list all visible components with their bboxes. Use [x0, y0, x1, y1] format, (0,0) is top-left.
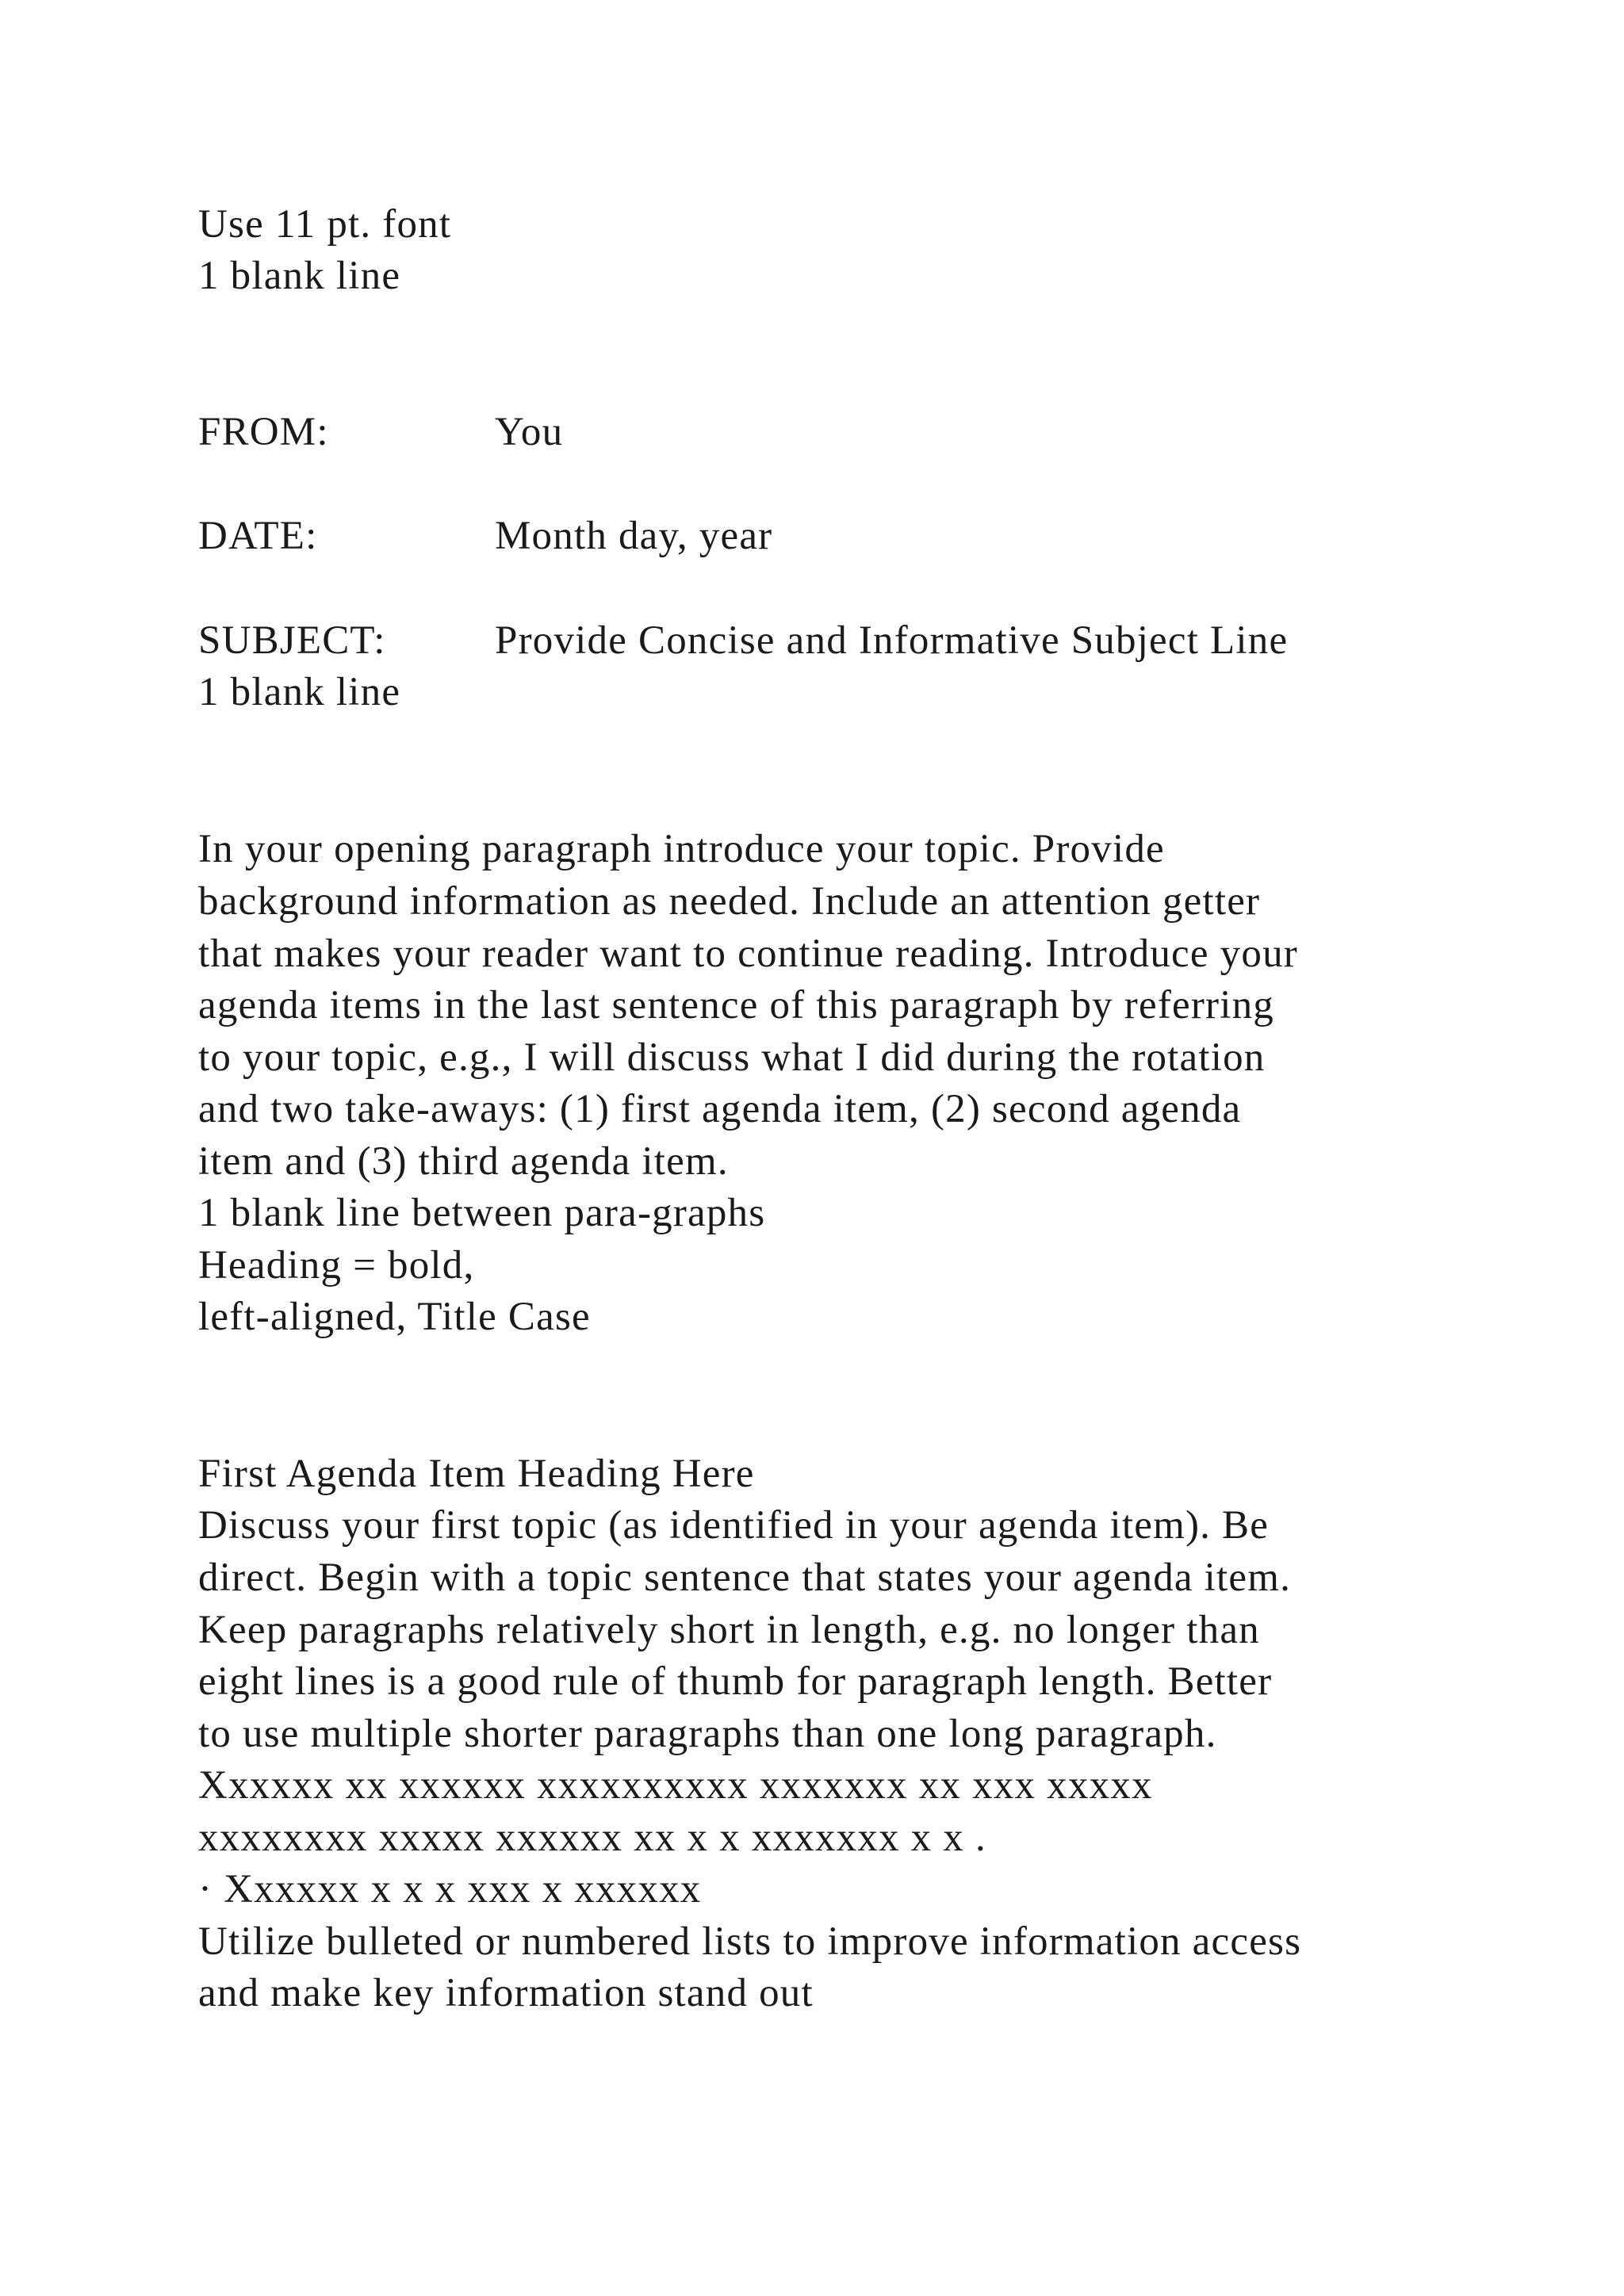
formatting-note: left-aligned, Title Case	[198, 1295, 591, 1339]
section-paragraph-line: Keep paragraphs relatively short in length, e.g. no longer than	[198, 1608, 1260, 1652]
blank-line-note: 1 blank line	[198, 670, 401, 714]
opening-paragraph-line: agenda items in the last sentence of this paragraph by referring	[198, 983, 1274, 1027]
bullet-list-item: · Xxxxxx x x x xxx x xxxxxx	[198, 1867, 702, 1911]
opening-paragraph-line: background information as needed. Include an attention getter	[198, 879, 1261, 924]
opening-paragraph-line: that makes your reader want to continue reading. Introduce your	[198, 932, 1298, 976]
placeholder-text-line: Xxxxxx xx xxxxxx xxxxxxxxxx xxxxxxx xx xxx xxxxx	[198, 1763, 1153, 1808]
blank-line-note: 1 blank line	[198, 254, 401, 298]
subject-value: Provide Concise and Informative Subject Line	[495, 618, 1289, 663]
opening-paragraph-line: item and (3) third agenda item.	[198, 1139, 729, 1184]
section-paragraph-line: Discuss your first topic (as identified in your agenda item). Be	[198, 1503, 1270, 1548]
subject-label: SUBJECT:	[198, 618, 386, 663]
formatting-note: Heading = bold,	[198, 1243, 475, 1288]
from-value: You	[495, 410, 564, 454]
opening-paragraph-line: to your topic, e.g., I will discuss what I did during the rotation	[198, 1035, 1266, 1080]
opening-paragraph-line: and two take-aways: (1) first agenda item, (2) second agenda	[198, 1087, 1242, 1131]
section-paragraph-line: and make key information stand out	[198, 1971, 814, 2015]
font-size-note: Use 11 pt. font	[198, 202, 452, 247]
date-value: Month day, year	[495, 514, 773, 558]
section-paragraph-line: direct. Begin with a topic sentence that states your agenda item.	[198, 1556, 1292, 1600]
section-paragraph-line: to use multiple shorter paragraphs than one long paragraph.	[198, 1712, 1217, 1756]
placeholder-text-line: xxxxxxxx xxxxx xxxxxx xx x x xxxxxxx x x .	[198, 1816, 986, 1860]
section-paragraph-line: Utilize bulleted or numbered lists to improve information access	[198, 1919, 1302, 1964]
date-label: DATE:	[198, 514, 318, 558]
from-label: FROM:	[198, 410, 329, 454]
opening-paragraph-line: In your opening paragraph introduce your topic. Provide	[198, 827, 1165, 871]
formatting-note: 1 blank line between para-graphs	[198, 1191, 766, 1235]
section-heading: First Agenda Item Heading Here	[198, 1452, 755, 1496]
section-paragraph-line: eight lines is a good rule of thumb for paragraph length. Better	[198, 1659, 1273, 1704]
